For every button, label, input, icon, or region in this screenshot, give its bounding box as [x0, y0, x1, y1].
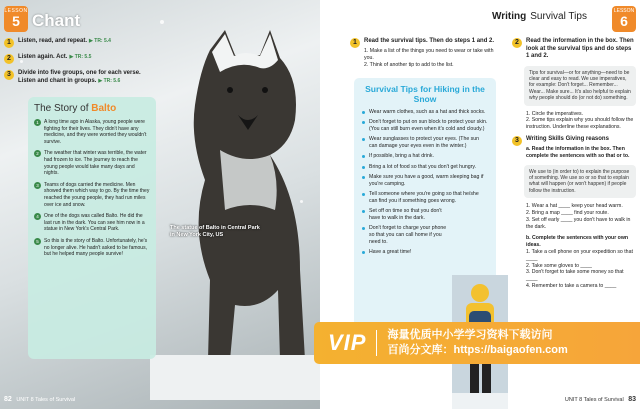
vip-watermark-banner[interactable] [314, 322, 640, 364]
verse [34, 150, 150, 176]
unit-label: UNIT 8 [16, 397, 34, 403]
step-text: Divide into five groups, one for each verse. Listen and chant in groups. [18, 70, 141, 84]
list-item: 3. Don't forget to take some money so that ____ [526, 269, 624, 283]
list-item: 1. Take a cell phone on your expedition so that ____ [526, 248, 633, 262]
verse-number: 5 [34, 238, 41, 245]
lesson-badge [612, 6, 636, 32]
unit-label: UNIT 8 [564, 397, 583, 403]
list-item: 1. Wear a hat ____ keep your head warm. [526, 203, 623, 210]
step-text: Listen again. Act. [18, 54, 68, 60]
section-header [492, 11, 587, 22]
verse-number: 4 [34, 213, 41, 220]
verse-text: Teams of dogs carried the medicine. Men showed them which way to go. By the time they reached the young people, they had run miles over ice and snow. [44, 181, 150, 208]
page-number: 83 [628, 396, 636, 403]
verse [34, 119, 150, 145]
verse-number: 2 [34, 150, 41, 157]
story-panel [28, 97, 156, 359]
list-item: 2. Some tips explain why you should follow the instruction. Underline these explanations. [526, 117, 634, 131]
verse-text: A long time ago in Alaska, young people were fighting for their lives. They didn't have any medicine, and they were worried they wouldn't survive. [44, 119, 147, 145]
step-text: Writing Skills Giving reasons [526, 135, 609, 142]
tip-item: Don't forget to put on sun block to protect your skin. (You can still burn even when it's cold and cloudy.) [362, 119, 488, 133]
lesson-label: LESSON [613, 8, 635, 14]
tip-item: Set off on time so that you don't have to walk in the dark. [362, 208, 450, 222]
tip-item: Wear sunglasses to protect your eyes. (The sun can damage your eyes even in the winter.) [362, 136, 488, 150]
page-footer [565, 396, 636, 403]
verse-text: So this is the story of Balto. Unfortunately, he's no longer alive. He hadn't asked to be famous, but he helped many people survive! [44, 237, 148, 258]
list-item: 3. Set off early ____ you don't have to walk in the dark. [526, 216, 631, 230]
unit-title: Tales of Survival [583, 397, 624, 403]
step-text: Read the information in the box. Then look at the survival tips and do steps 1 and 2. [526, 38, 634, 59]
step-number: 1 [350, 38, 360, 48]
sub-step: 1. Make a list of the things you need to wear or take with you. [364, 48, 494, 61]
sub-step: b. Complete the sentences with your own ideas. [526, 235, 629, 249]
section-title: Writing [492, 11, 527, 22]
page-footer [4, 396, 75, 403]
lesson-number: 6 [620, 13, 628, 29]
step-text: Listen, read, and repeat. [18, 38, 88, 44]
step-number: 1 [4, 38, 14, 48]
list-item: 4. Remember to take a camera to ____ [526, 282, 617, 289]
step-1 [4, 38, 144, 48]
divider [376, 330, 377, 356]
writing-steps [512, 38, 636, 295]
section-subtitle: Survival Tips [530, 11, 587, 22]
audio-track-icon[interactable]: ▶ TR: 5.5 [69, 54, 92, 60]
step-number: 2 [512, 38, 522, 48]
tip-item: Bring a lot of food so that you don't get hungry. [362, 164, 488, 171]
page-title: Chant [32, 11, 81, 30]
step-3 [4, 70, 144, 85]
verse-number: 3 [34, 182, 41, 189]
step-3b-list [526, 249, 636, 290]
verse-text: One of the dogs was called Balto. He did the last run in the dark. You can see him now in a statue in New York's Central Park. [44, 213, 145, 233]
lesson-number: 5 [12, 13, 20, 29]
tip-item: Have a great time! [362, 249, 450, 256]
balto-statue-image [150, 30, 320, 400]
verse [34, 213, 150, 233]
story-title-prefix: The Story of [34, 103, 89, 114]
step-3a-list [526, 203, 636, 230]
tip-item: Make sure you have a good, warm sleeping bag if you're camping. [362, 174, 488, 188]
audio-track-icon[interactable]: ▶ TR: 5.4 [89, 38, 111, 44]
tips-title: Survival Tips for Hiking in the Snow [365, 84, 485, 104]
step-text: Read the survival tips. Then do steps 1 and 2. [364, 38, 495, 44]
page-number: 82 [4, 396, 12, 403]
verse-text: The weather that winter was terrible, the water had frozen to ice. The journey to reach the young people would take many days and nights. [44, 150, 147, 177]
story-title [34, 103, 150, 114]
step-number: 3 [4, 70, 14, 80]
lesson-badge [4, 6, 28, 32]
watermark-line-2[interactable]: 百尚分文库：https://baigaofen.com [387, 344, 568, 356]
sub-step: a. Read the information in the box. Then complete the sentences with so that or to. [526, 145, 630, 159]
watermark-text [387, 328, 567, 358]
list-item: 1. Circle the imperatives. [526, 110, 584, 117]
tip-item: Tell someone where you're going so that he/she can find you if something goes wrong. [362, 191, 488, 205]
step-number: 3 [512, 136, 522, 146]
chant-steps [4, 38, 144, 91]
lesson-label: LESSON [4, 8, 28, 14]
list-item: 2. Bring a map ____ find your route. [526, 209, 609, 216]
step-2-list [526, 111, 636, 131]
tip-item: Don't forget to charge your phone so that you can call home if you need to. [362, 225, 450, 245]
story-title-name: Balto [91, 103, 117, 114]
step-number: 2 [4, 54, 14, 64]
vip-badge: VIP [328, 330, 367, 355]
unit-title: Tales of Survival [35, 397, 76, 403]
info-box: We use to (in order to) to explain the purpose of something. We use so or so that to explain what will happen (or won't happen) if people follow the instruction. [524, 165, 636, 199]
audio-track-icon[interactable]: ▶ TR: 5.6 [98, 77, 121, 84]
step-1 [350, 38, 500, 68]
list-item: 2. Take some gloves to ____ [526, 262, 592, 269]
tip-item: Wear warm clothes, such as a hat and thick socks. [362, 109, 488, 116]
step-2 [4, 54, 144, 64]
verse-number: 1 [34, 119, 41, 126]
tip-item: If possible, bring a hat drink. [362, 153, 488, 160]
sub-step: 2. Think of another tip to add to the list. [364, 61, 454, 68]
watermark-line-1: 海量优质中小学学习资料下载访问 [387, 329, 553, 341]
info-box: Tips for survival—or for anything—need to be clear and easy to read. We use imperatives, for example: Don't forget... Remember... Wear... Make sure... It's also helpful to explain why people should do (or not do) something. [524, 66, 636, 106]
photo-caption: The statue of Balto in Central Park in New York City, US [170, 225, 260, 238]
verse [34, 238, 150, 258]
verse [34, 182, 150, 208]
